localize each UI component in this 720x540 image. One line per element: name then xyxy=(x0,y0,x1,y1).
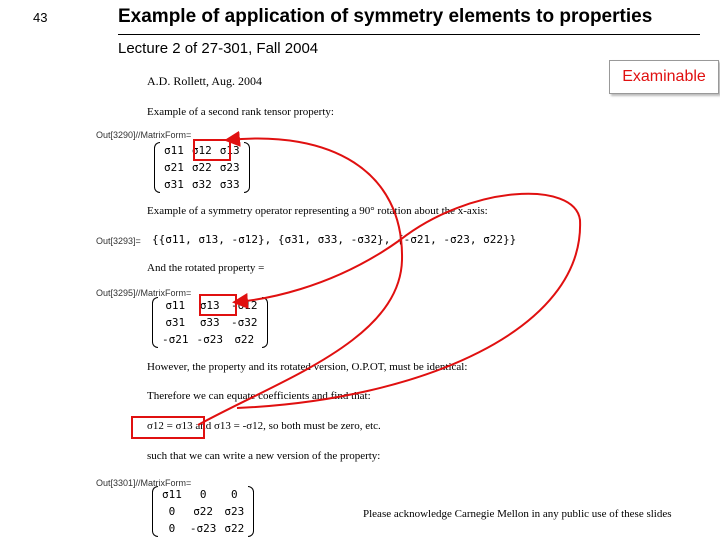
matrix-cell: 0 xyxy=(199,488,207,501)
matrix-cell: -σ32 xyxy=(231,316,258,329)
however-text: However, the property and its rotated version, O.P.OT, must be identical: xyxy=(147,361,468,373)
matrix-cell: σ21 xyxy=(164,161,184,174)
out-label-3: Out[3295]//MatrixForm= xyxy=(96,288,192,298)
matrix-cell: -σ21 xyxy=(162,333,189,346)
matrix-cell: σ22 xyxy=(224,522,245,535)
out-label-1: Out[3290]//MatrixForm= xyxy=(96,130,192,140)
matrix-cell: 0 xyxy=(168,505,176,518)
matrix-cell: -σ23 xyxy=(189,522,217,535)
equation-text: σ12 = σ13 and σ13 = -σ12, so both must be zero, etc. xyxy=(147,420,381,432)
out-label-4: Out[3301]//MatrixForm= xyxy=(96,478,192,488)
out-label-2: Out[3293]= xyxy=(96,236,141,246)
acknowledgement-text: Please acknowledge Carnegie Mellon in any public use of these slides xyxy=(363,508,672,520)
therefore-text: Therefore we can equate coefficients and find that: xyxy=(147,390,371,402)
rotated-property-text: And the rotated property = xyxy=(147,262,265,274)
matrix-cell: σ32 xyxy=(191,178,212,191)
matrix-cell: σ31 xyxy=(164,178,184,191)
matrix-cell: σ11 xyxy=(164,144,184,157)
matrix-cell: σ22 xyxy=(191,161,212,174)
matrix-cell: σ31 xyxy=(165,316,186,329)
matrix-cell: -σ12 xyxy=(231,299,258,312)
matrix-cell: σ13 xyxy=(219,144,240,157)
operator-output: {{σ11, σ13, -σ12}, {σ31, σ33, -σ32}, {-σ21, -σ23, σ22}} xyxy=(152,233,517,246)
author-line: A.D. Rollett, Aug. 2004 xyxy=(147,74,263,88)
matrix-cell: σ33 xyxy=(219,178,240,191)
matrix-cell: σ11 xyxy=(162,488,182,501)
new-version-text: such that we can write a new version of the property: xyxy=(147,450,381,462)
matrix-cell: σ23 xyxy=(219,161,240,174)
matrix-cell: σ13 xyxy=(199,299,220,312)
arrow-right-curve xyxy=(236,194,580,408)
matrix-cell: σ22 xyxy=(193,505,214,518)
slide-subtitle: Lecture 2 of 27-301, Fall 2004 xyxy=(118,40,319,57)
matrix-cell: 0 xyxy=(231,488,238,501)
matrix-cell: -σ23 xyxy=(196,333,223,346)
examinable-label: Examinable xyxy=(622,68,706,85)
tensor-example-text: Example of a second rank tensor property: xyxy=(147,106,334,118)
operator-example-text: Example of a symmetry operator representing a 90° rotation about the x-axis: xyxy=(147,205,488,217)
matrix-cell: σ22 xyxy=(234,333,255,346)
slide-title: Example of application of symmetry elements to properties xyxy=(118,6,653,27)
matrix-cell: σ33 xyxy=(199,316,220,329)
matrix-cell: 0 xyxy=(168,522,176,535)
matrix-cell: σ12 xyxy=(191,144,212,157)
arrow-left-curve xyxy=(198,139,402,426)
matrix-cell: σ23 xyxy=(224,505,245,518)
matrix-cell: σ11 xyxy=(165,299,186,312)
slide-number: 43 xyxy=(33,10,48,25)
